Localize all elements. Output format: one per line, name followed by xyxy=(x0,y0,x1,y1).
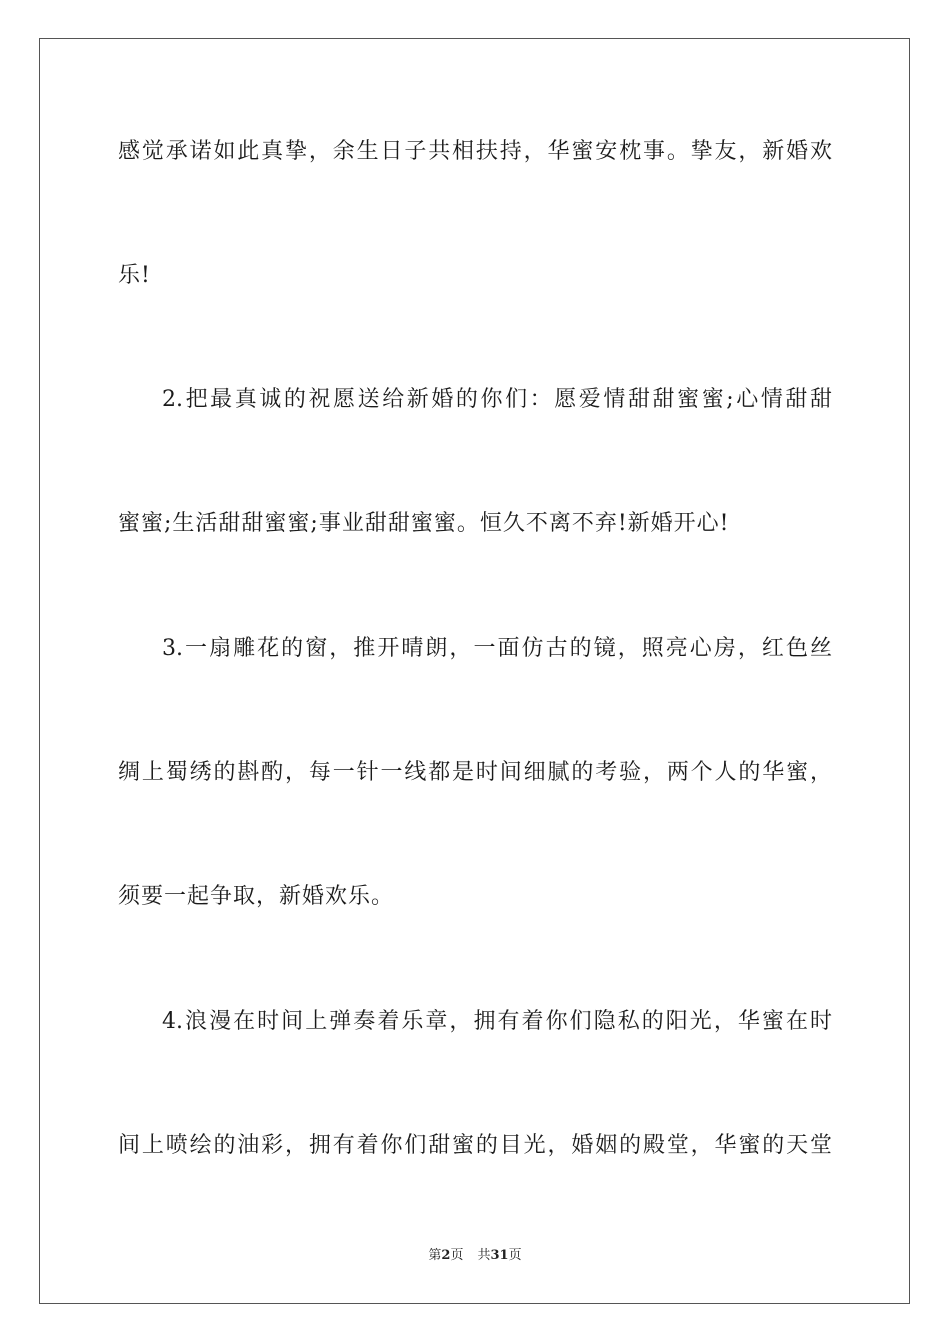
footer-page-prefix: 第 xyxy=(428,1248,442,1263)
page-frame xyxy=(39,38,910,1304)
footer-total-suffix: 页 xyxy=(508,1248,522,1263)
page-footer xyxy=(0,1247,950,1265)
footer-page-number: 2 xyxy=(441,1248,451,1263)
paragraph-4-line-1: 4.浪漫在时间上弹奏着乐章，拥有着你们隐私的阳光，华蜜在时 xyxy=(162,1009,832,1034)
paragraph-3-line-1: 3.一扇雕花的窗，推开晴朗，一面仿古的镜，照亮心房，红色丝 xyxy=(162,636,832,661)
paragraph-2-line-2: 蜜蜜;生活甜甜蜜蜜;事业甜甜蜜蜜。恒久不离不弃!新婚开心! xyxy=(118,511,730,536)
footer-page-suffix: 页 xyxy=(450,1248,464,1263)
paragraph-1-line-2: 乐! xyxy=(118,263,151,288)
footer-total-number: 31 xyxy=(490,1248,509,1263)
footer-total-prefix: 共 xyxy=(477,1248,491,1263)
paragraph-1-line-1: 感觉承诺如此真挚，余生日子共相扶持，华蜜安枕事。挚友，新婚欢 xyxy=(118,139,832,164)
paragraph-3-line-2: 绸上蜀绣的斟酌，每一针一线都是时间细腻的考验，两个人的华蜜， xyxy=(118,760,832,785)
paragraph-4-line-2: 间上喷绘的油彩，拥有着你们甜蜜的目光，婚姻的殿堂，华蜜的天堂 xyxy=(118,1133,832,1158)
paragraph-2-line-1: 2.把最真诚的祝愿送给新婚的你们：愿爱情甜甜蜜蜜;心情甜甜 xyxy=(162,387,832,412)
paragraph-3-line-3: 须要一起争取，新婚欢乐。 xyxy=(118,884,395,909)
